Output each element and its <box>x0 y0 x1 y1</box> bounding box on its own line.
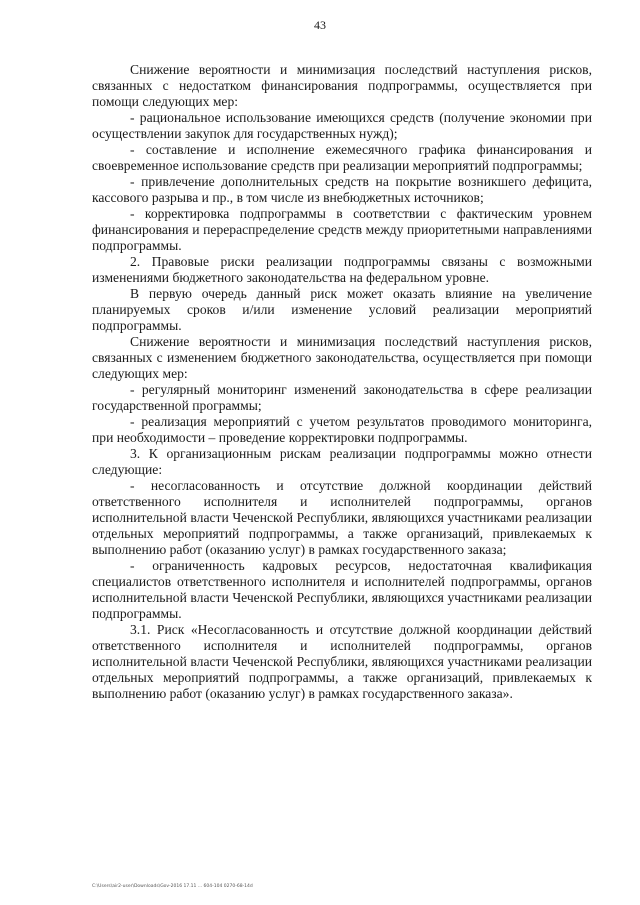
paragraph: 3. К организационным рискам реализации подпрограммы можно отнести следующие: <box>92 446 592 477</box>
paragraph: - рациональное использование имеющихся средств (получение экономии при осуществлении закупок для государственных нужд); <box>92 110 592 141</box>
paragraph: - реализация мероприятий с учетом результатов проводимого мониторинга, при необходимости – проведение корректировки подпрограммы. <box>92 414 592 445</box>
paragraph: - регулярный мониторинг изменений законодательства в сфере реализации государственной программы; <box>92 382 592 413</box>
paragraph: - корректировка подпрограммы в соответствии с фактическим уровнем финансирования и перераспределение средств между приоритетными направлениями подпрограммы. <box>92 206 592 253</box>
paragraph: - ограниченность кадровых ресурсов, недостаточная квалификация специалистов ответственного исполнителя и исполнителей подпрограммы, органов исполнительной власти Чеченской Республики, являющихся участниками реализации подпрограммы. <box>92 558 592 621</box>
paragraph: Снижение вероятности и минимизация последствий наступления рисков, связанных с недостатком финансирования подпрограммы, осуществляется при помощи следующих мер: <box>92 62 592 109</box>
file-path-footer: С:\Users\air2-user\Downloads\Gov-2016 17.11 ... 604-104 0270-68-14d <box>92 884 253 889</box>
paragraph: Снижение вероятности и минимизация последствий наступления рисков, связанных с изменением бюджетного законодательства, осуществляется при помощи следующих мер: <box>92 334 592 381</box>
document-body <box>92 62 592 702</box>
paragraph: В первую очередь данный риск может оказать влияние на увеличение планируемых сроков и/или изменение условий реализации мероприятий подпрограммы. <box>92 286 592 333</box>
paragraph: - привлечение дополнительных средств на покрытие возникшего дефицита, кассового разрыва и пр., в том числе из внебюджетных источников; <box>92 174 592 205</box>
paragraph: - несогласованность и отсутствие должной координации действий ответственного исполнителя и исполнителей подпрограммы, органов исполнительной власти Чеченской Республики, являющихся участниками реализации отдельных мероприятий подпрограммы, а также организаций, привлекаемых к выполнению работ (оказанию услуг) в рамках государственного заказа; <box>92 478 592 557</box>
page-number: 43 <box>314 18 326 32</box>
paragraph: 2. Правовые риски реализации подпрограммы связаны с возможными изменениями бюджетного законодательства на федеральном уровне. <box>92 254 592 285</box>
paragraph: 3.1. Риск «Несогласованность и отсутствие должной координации действий ответственного исполнителя и исполнителей подпрограммы, органов исполнительной власти Чеченской Республики, являющихся участниками реализации отдельных мероприятий подпрограммы, а также организаций, привлекаемых к выполнению работ (оказанию услуг) в рамках государственного заказа». <box>92 622 592 701</box>
paragraph: - составление и исполнение ежемесячного графика финансирования и своевременное использование средств при реализации мероприятий подпрограммы; <box>92 142 592 173</box>
